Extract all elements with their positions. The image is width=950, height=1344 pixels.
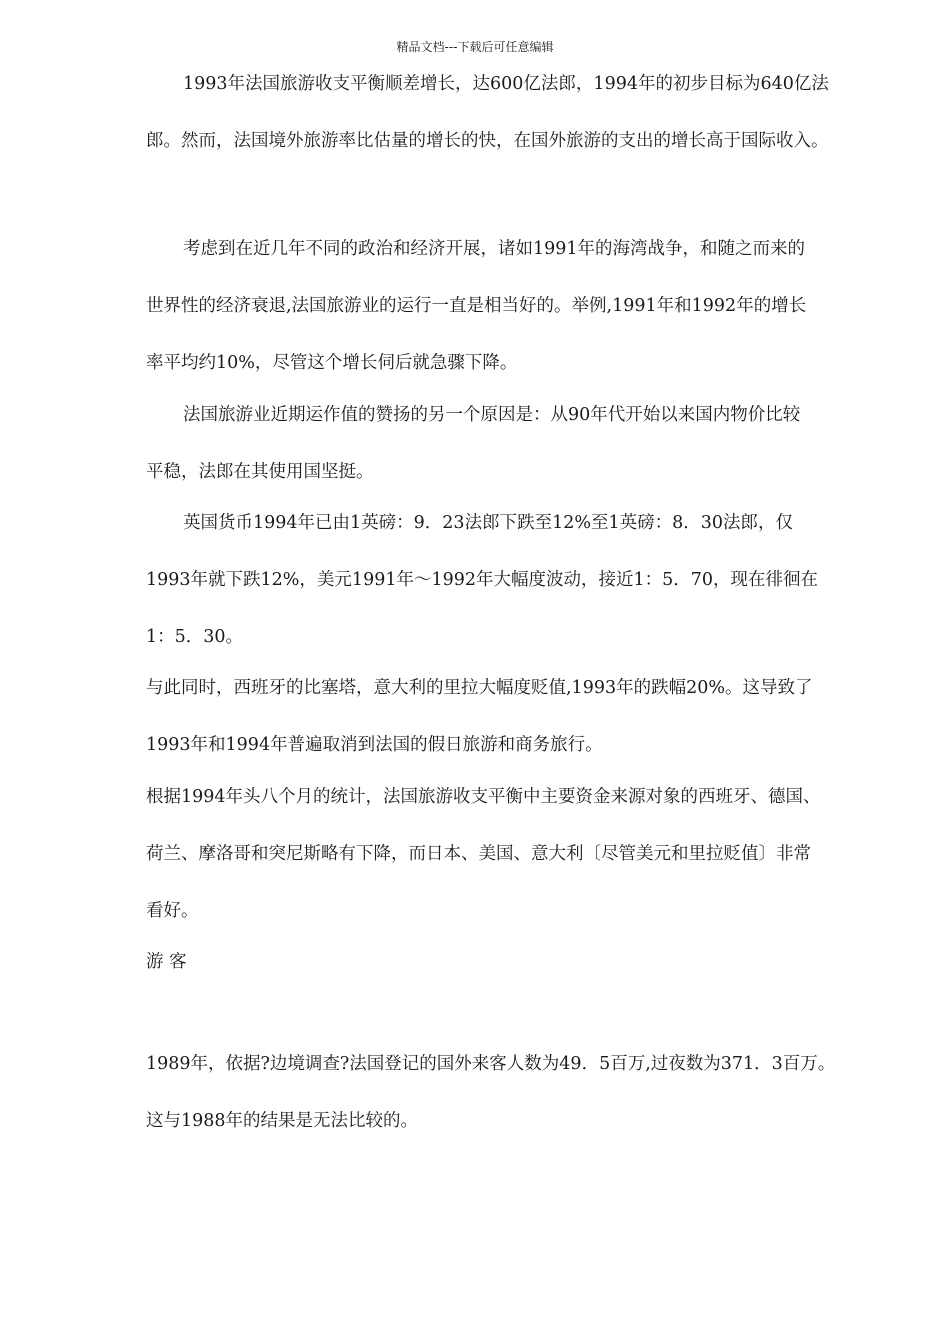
section-heading: 游 客 xyxy=(146,952,187,972)
paragraph-line: 1993年就下跌12%，美元1991年～1992年大幅度波动，接近1：5．70，现在徘徊在 xyxy=(146,570,819,590)
paragraph-line: 英国货币1994年已由1英磅：9．23法郎下跌至12%至1英磅：8．30法郎，仅 xyxy=(183,513,794,533)
paragraph-line: 1：5．30。 xyxy=(146,627,244,647)
paragraph-line: 看好。 xyxy=(146,901,199,921)
paragraph-line: 1993年法国旅游收支平衡顺差增长，达600亿法郎，1994年的初步目标为640亿法 xyxy=(183,74,829,94)
paragraph-line: 郎。然而，法国境外旅游率比估量的增长的快，在国外旅游的支出的增长高于国际收入。 xyxy=(146,131,829,151)
paragraph-line: 考虑到在近几年不同的政治和经济开展，诸如1991年的海湾战争，和随之而来的 xyxy=(183,239,806,259)
paragraph-line: 荷兰、摩洛哥和突尼斯略有下降，而日本、美国、意大利〔尽管美元和里拉贬值〕非常 xyxy=(146,844,811,864)
paragraph-line: 法国旅游业近期运作值的赞扬的另一个原因是：从90年代开始以来国内物价比较 xyxy=(183,405,801,425)
paragraph-line: 这与1988年的结果是无法比较的。 xyxy=(146,1111,419,1131)
page-header: 精品文档---下载后可任意编辑 xyxy=(396,40,554,54)
paragraph-line: 与此同时，西班牙的比塞塔，意大利的里拉大幅度贬值,1993年的跌幅20%。这导致了 xyxy=(146,678,813,698)
paragraph-line: 1993年和1994年普遍取消到法国的假日旅游和商务旅行。 xyxy=(146,735,603,755)
paragraph-line: 率平均约10%，尽管这个增长伺后就急骤下降。 xyxy=(146,353,518,373)
paragraph-line: 世界性的经济衰退,法国旅游业的运行一直是相当好的。举例,1991年和1992年的增长 xyxy=(146,296,807,316)
paragraph-line: 根据1994年头八个月的统计，法国旅游收支平衡中主要资金来源对象的西班牙、德国、 xyxy=(146,787,821,807)
paragraph-line: 平稳，法郎在其使用国坚挺。 xyxy=(146,462,374,482)
paragraph-line: 1989年，依据?边境调查?法国登记的国外来客人数为49．5百万,过夜数为371．3百万。 xyxy=(146,1054,836,1074)
